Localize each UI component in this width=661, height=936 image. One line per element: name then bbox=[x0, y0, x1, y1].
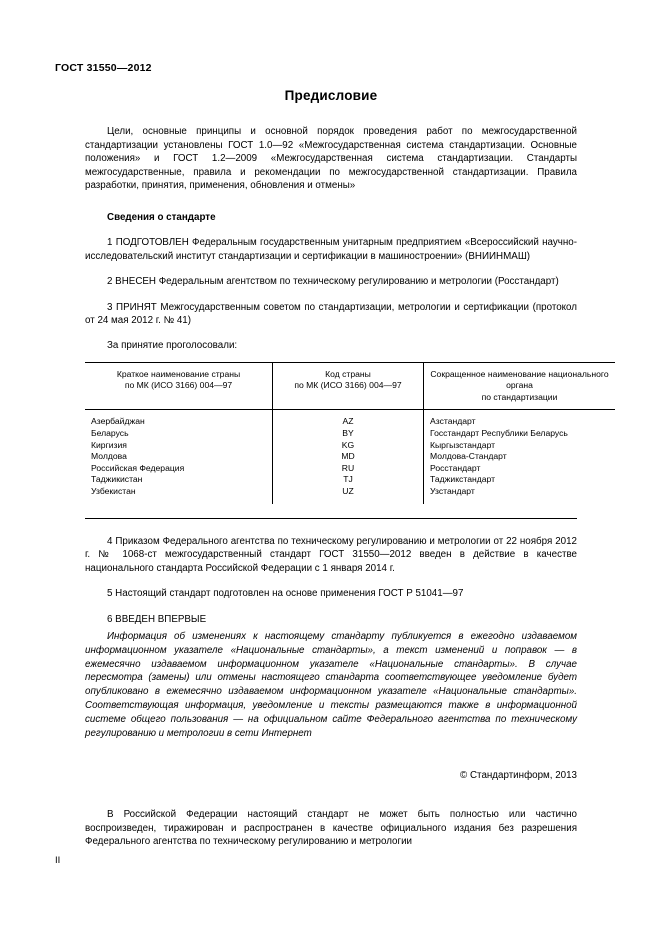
running-header: ГОСТ 31550—2012 bbox=[55, 62, 152, 74]
intro-paragraph: Цели, основные принципы и основной порядок проведения работ по межгосударственной стандартизации установлены ГОСТ 1.0—92 «Межгосударственная система стандартизации. Основные положения» и ГОСТ 1.2—2009 «Межгосударственная система стандартизации. Стандарты межгосударственные, правила и рекомендации по межгосударственной стандартизации. Правила разработки, принятия, применения, обновления и отмены» bbox=[85, 126, 577, 192]
cell-org: Таджикстандарт bbox=[424, 474, 616, 486]
cell-org: Росстандарт bbox=[424, 463, 616, 475]
table-row bbox=[85, 486, 615, 504]
table-row bbox=[85, 410, 615, 428]
cell-country: Таджикистан bbox=[91, 474, 143, 485]
closing-text: В Российской Федерации настоящий стандарт не может быть полностью или частично воспроизведен, тиражирован и распространен в качестве официального издания без разрешения Федерального агентства по техническому регулированию и метрологии bbox=[85, 809, 577, 848]
table-row bbox=[85, 428, 615, 440]
page-content bbox=[85, 88, 609, 639]
col-header-org bbox=[424, 362, 616, 410]
cell-country: Киргизия bbox=[91, 439, 127, 450]
col-header-country bbox=[85, 362, 273, 410]
standard-info-item-6: 6 ВВЕДЕН ВПЕРВЫЕ bbox=[107, 613, 207, 625]
cell-country: Беларусь bbox=[91, 428, 129, 439]
cell-code: BY bbox=[273, 428, 424, 440]
col-header-code-line1: Код страны bbox=[325, 368, 371, 379]
countries-table-body bbox=[85, 410, 615, 504]
cell-org: Узстандарт bbox=[424, 486, 616, 504]
cell-org: Кыргызстандарт bbox=[424, 440, 616, 452]
col-header-org-line1: Сокращенное наименование национального органа bbox=[430, 368, 609, 391]
page-number: II bbox=[55, 855, 61, 866]
table-header-row bbox=[85, 362, 615, 410]
vote-label: За принятие проголосовали: bbox=[107, 339, 238, 351]
countries-table-head bbox=[85, 362, 615, 410]
cell-code: TJ bbox=[273, 474, 424, 486]
cell-country: Узбекистан bbox=[91, 486, 136, 496]
cell-country: Российская Федерация bbox=[91, 462, 185, 473]
standard-info-item-3: 3 ПРИНЯТ Межгосударственным советом по стандартизации, метрологии и сертификации (протокол от 24 мая 2012 г. № 41) bbox=[85, 301, 577, 327]
amendment-notice bbox=[85, 630, 577, 740]
table-row bbox=[85, 440, 615, 452]
table-row bbox=[85, 463, 615, 475]
cell-code: RU bbox=[273, 463, 424, 475]
cell-code: AZ bbox=[273, 410, 424, 428]
standard-info-item-5: 5 Настоящий стандарт подготовлен на основе применения ГОСТ Р 51041—97 bbox=[107, 588, 464, 600]
col-header-code bbox=[273, 362, 424, 410]
copyright-text: © Стандартинформ, 2013 bbox=[460, 770, 577, 781]
standard-info-item-1: 1 ПОДГОТОВЛЕН Федеральным государственным унитарным предприятием «Всероссийский научно-исследовательский институт стандартизации и сертификации в машиностроении» (ВНИИНМАШ) bbox=[85, 236, 577, 262]
cell-org: Азстандарт bbox=[424, 410, 616, 428]
cell-code: KG bbox=[273, 440, 424, 452]
countries-table bbox=[85, 362, 615, 504]
standard-info-item-2: 2 ВНЕСЕН Федеральным агентством по техническому регулированию и метрологии (Росстандарт) bbox=[107, 276, 559, 288]
table-bottom-rule bbox=[85, 518, 577, 519]
closing-block bbox=[85, 808, 577, 849]
table-row bbox=[85, 451, 615, 463]
col-header-country-line1: Краткое наименование страны bbox=[116, 368, 241, 379]
page-title: Предисловие bbox=[284, 88, 378, 103]
col-header-org-line2: по стандартизации bbox=[481, 391, 558, 402]
amendment-notice-text: Информация об изменениях к настоящему стандарту публикуется в ежегодно издаваемом информационном указателе «Национальные стандарты», а текст изменений и поправок — в ежемесячно издаваемом информационном указателе «Национальные стандарты». В случае пересмотра (замены) или отмены настоящего стандарта соответствующее уведомление будет опубликовано в ежемесячно издаваемом информационном указателе «Национальные стандарты». Соответствующая информация, уведомление и тексты размещаются также в информационной системе общего пользования — на официальном сайте Федерального агентства по техническому регулированию и метрологии в сети Интернет bbox=[85, 631, 577, 739]
standard-info-heading: Сведения о стандарте bbox=[107, 211, 216, 223]
standard-info-item-4: 4 Приказом Федерального агентства по техническому регулированию и метрологии от 22 ноября 2012 г. № 1068-ст межгосударственный стандарт ГОСТ 31550—2012 введен в действие в качестве национального стандарта Российской Федерации с 1 января 2014 г. bbox=[85, 535, 577, 574]
cell-code: MD bbox=[273, 451, 424, 463]
cell-country: Азербайджан bbox=[91, 416, 145, 427]
cell-country: Молдова bbox=[91, 451, 127, 462]
cell-org: Госстандарт Республики Беларусь bbox=[424, 428, 616, 440]
table-row bbox=[85, 474, 615, 486]
col-header-code-line2: по МК (ИСО 3166) 004—97 bbox=[294, 380, 402, 391]
copyright-block bbox=[85, 770, 577, 781]
cell-org: Молдова-Стандарт bbox=[424, 451, 616, 463]
col-header-country-line2: по МК (ИСО 3166) 004—97 bbox=[124, 380, 233, 391]
cell-code: UZ bbox=[273, 486, 424, 504]
